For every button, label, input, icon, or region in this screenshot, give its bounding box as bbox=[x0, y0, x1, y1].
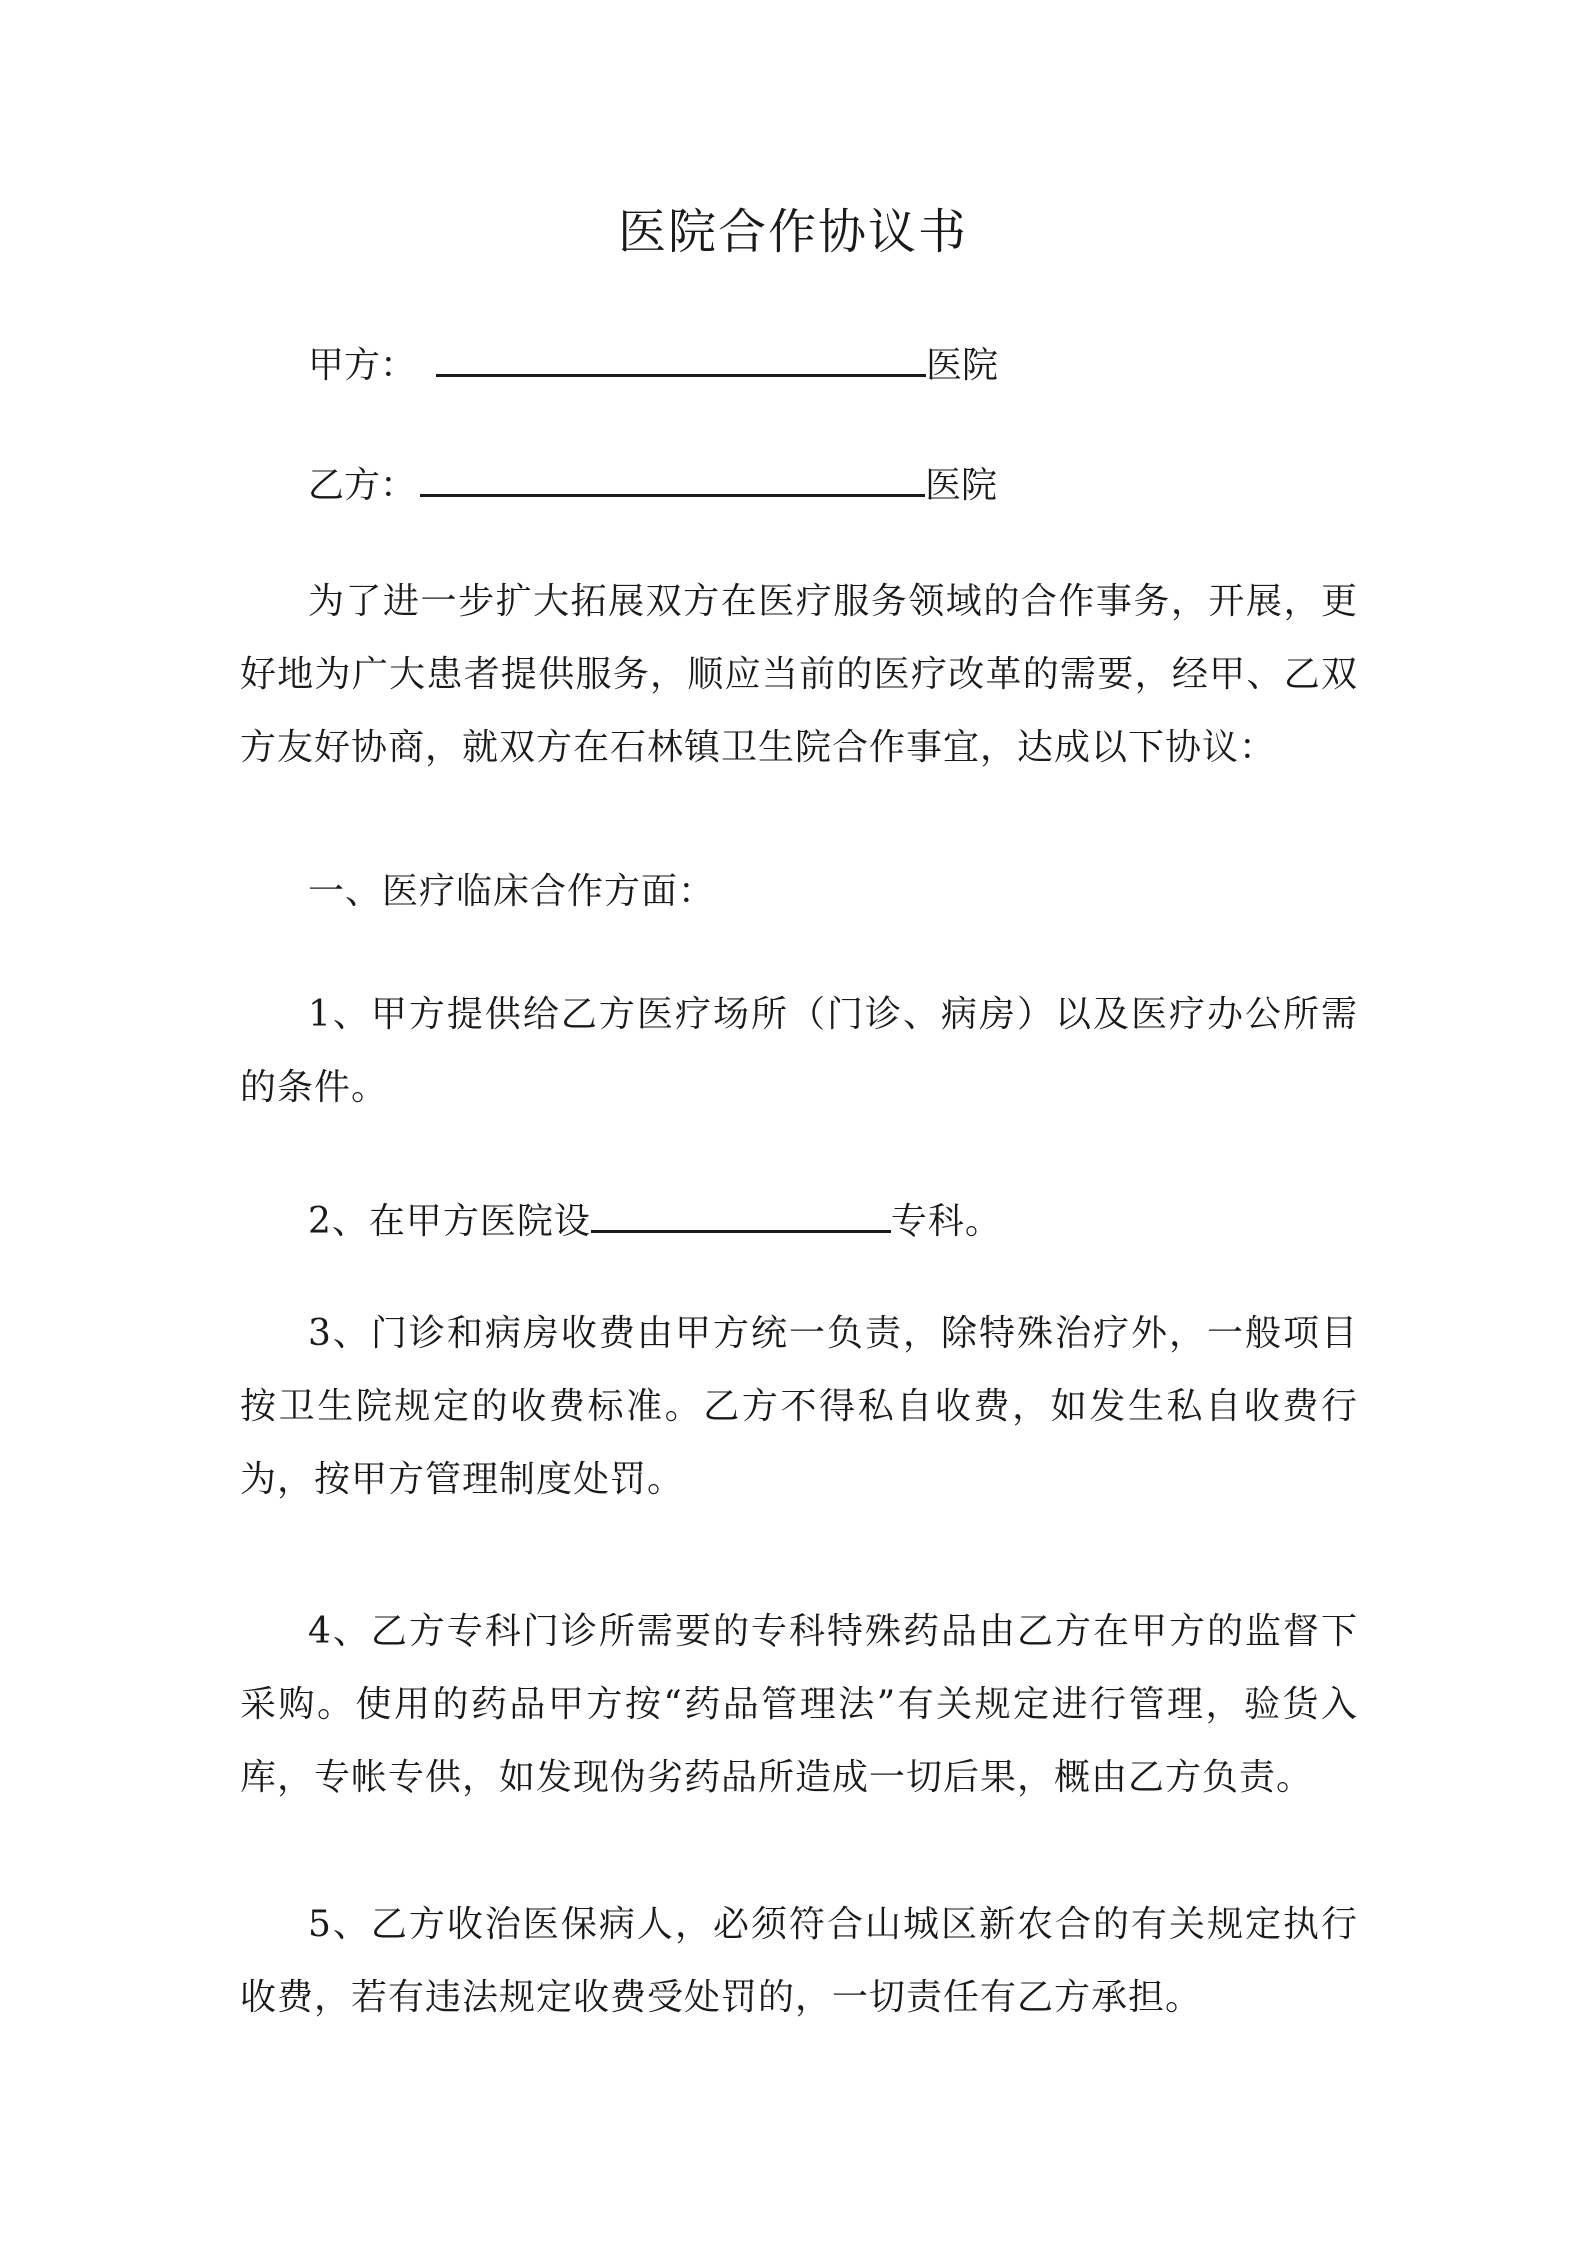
specialty-blank bbox=[591, 1192, 891, 1233]
party-a-suffix: 医院 bbox=[926, 345, 999, 386]
clause-2 bbox=[308, 1192, 1002, 1246]
clause-3: 3、门诊和病房收费由甲方统一负责，除特殊治疗外，一般项目按卫生院规定的收费标准。乙方不得私自收费，如发生私自收费行为，按甲方管理制度处罚。 bbox=[240, 1313, 1358, 1500]
party-a-blank bbox=[436, 336, 926, 377]
party-a-label: 甲方： bbox=[308, 345, 417, 386]
section-heading-clinical: 一、医疗临床合作方面： bbox=[308, 871, 716, 912]
document-title: 医院合作协议书 bbox=[617, 204, 968, 260]
intro-paragraph: 为了进一步扩大拓展双方在医疗服务领域的合作事务，开展，更好地为广大患者提供服务，顺应当前的医疗改革的需要，经甲、乙双方友好协商，就双方在石林镇卫生院合作事宜，达成以下协议： bbox=[240, 581, 1358, 768]
party-b-label: 乙方： bbox=[308, 465, 417, 506]
clause-4: 4、乙方专科门诊所需要的专科特殊药品由乙方在甲方的监督下采购。使用的药品甲方按“药品管理法”有关规定进行管理，验货入库，专帐专供，如发现伪劣药品所造成一切后果，概由乙方负责。 bbox=[240, 1611, 1358, 1798]
clause-5: 5、乙方收治医保病人，必须符合山城区新农合的有关规定执行收费，若有违法规定收费受处罚的，一切责任有乙方承担。 bbox=[240, 1904, 1358, 2018]
party-b-line bbox=[308, 456, 997, 510]
clause-1: 1、甲方提供给乙方医疗场所（门诊、病房）以及医疗办公所需的条件。 bbox=[240, 994, 1358, 1108]
party-a-line bbox=[308, 336, 998, 390]
clause-2-suffix: 专科。 bbox=[890, 1201, 1002, 1242]
clause-2-prefix: 2、在甲方医院设 bbox=[308, 1201, 591, 1242]
party-b-suffix: 医院 bbox=[925, 465, 998, 506]
party-b-blank bbox=[420, 456, 925, 497]
